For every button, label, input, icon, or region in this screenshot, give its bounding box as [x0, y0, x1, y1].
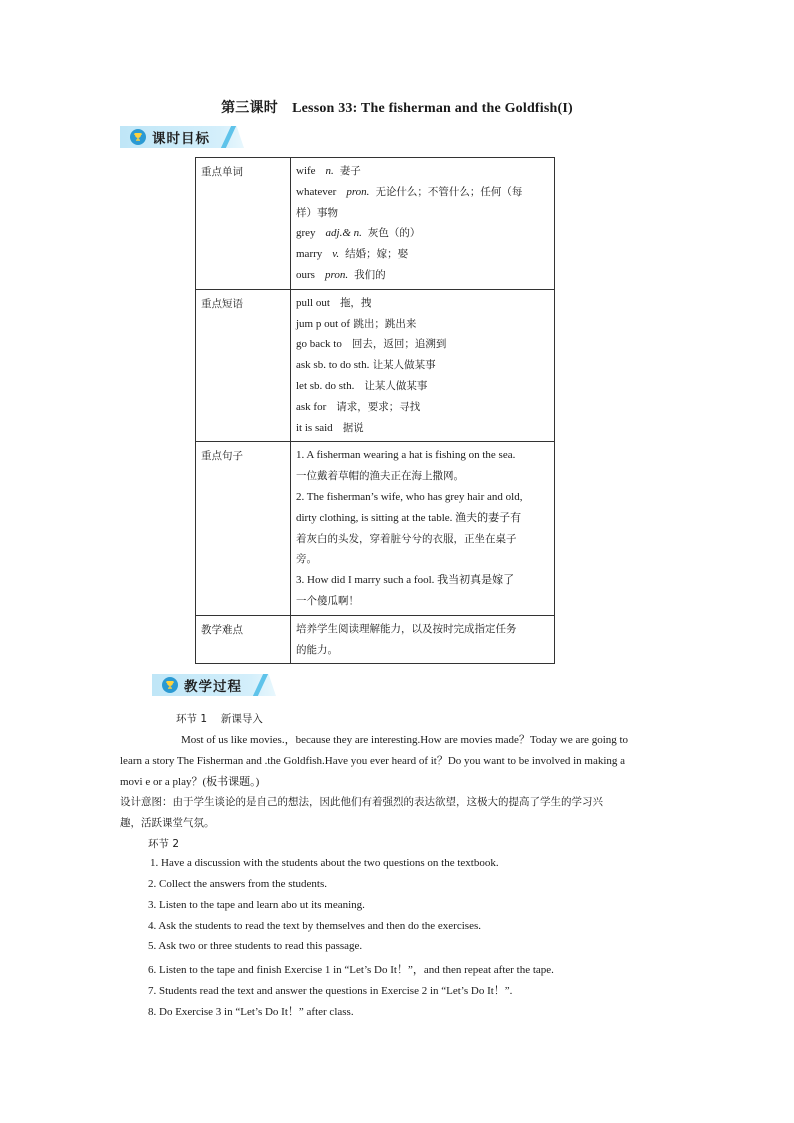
row-header: 重点句子	[196, 442, 291, 615]
difficulty-line: 的能力。	[296, 643, 338, 656]
table-row	[196, 615, 555, 664]
section-label: 教学过程	[184, 679, 242, 695]
step-item: 2. Collect the answers from the students.	[148, 878, 328, 890]
phrase-text: let sb. do sth.	[296, 379, 355, 392]
sentence-line: 旁。	[296, 553, 317, 566]
word-text: ours	[296, 268, 315, 281]
meaning-text: 跳出；跳出来	[353, 317, 417, 330]
pos-text: n.	[325, 165, 334, 177]
meaning-text: 让某人做某事	[364, 379, 428, 392]
word-text: whatever	[296, 185, 337, 198]
sentence-line: 1. A fisherman wearing a hat is fishing on the sea.	[296, 449, 516, 462]
meaning-text: 无论什么；不管什么；任何（每	[375, 185, 523, 198]
phrase-text: it is said	[296, 421, 333, 434]
trophy-icon	[130, 129, 146, 145]
sentence-line: 一个傻瓜啊！	[296, 594, 359, 607]
step-item: 8. Do Exercise 3 in “Let’s Do It！” after class.	[148, 1006, 354, 1018]
page-title: 第三课时 Lesson 33: The fisherman and the Goldfish(I)	[221, 101, 573, 116]
phrase-text: ask sb. to do sth.	[296, 359, 370, 372]
word-text: marry	[296, 248, 323, 261]
difficulty-line: 培养学生阅读理解能力，以及按时完成指定任务	[296, 622, 517, 635]
sentences-cell	[291, 442, 555, 615]
phrase-text: ask for	[296, 400, 327, 413]
meaning-text: 结婚；嫁；娶	[345, 248, 409, 261]
phrase-text: go back to	[296, 338, 342, 351]
row-header: 教学难点	[196, 615, 291, 664]
table-row	[196, 289, 555, 442]
meaning-text: 让某人做某事	[372, 359, 436, 372]
table-row	[196, 158, 555, 290]
meaning-text: 妻子	[339, 165, 361, 177]
row-header: 重点单词	[196, 158, 291, 290]
meaning-text: 灰色（的）	[367, 227, 421, 240]
word-text: grey	[296, 227, 316, 240]
sentence-line: 一位戴着草帽的渔夫正在海上撒网。	[296, 470, 464, 483]
pos-text: v.	[332, 248, 340, 261]
meaning-text: 样）事物	[296, 206, 338, 219]
sentence-line: 3. How did I marry such a fool. 我当初真是嫁了	[296, 574, 515, 587]
intro-line: learn a story The Fisherman and .the Goldfish.Have you ever heard of it？Do you want to be involved in making a	[120, 755, 626, 767]
meaning-text: 拖，拽	[339, 296, 372, 309]
phrase-text: pull out	[296, 296, 330, 309]
trophy-icon	[162, 677, 178, 693]
meaning-text: 回去，返回；追溯到	[351, 338, 447, 351]
pos-text: pron.	[324, 268, 349, 281]
word-text: wife	[296, 165, 316, 177]
section-banner-goals	[120, 126, 244, 148]
phrase-text: jum p out of	[296, 317, 351, 330]
row-header: 重点短语	[196, 289, 291, 442]
design-note-line: 趣，活跃课堂气氛。	[120, 817, 215, 829]
section-label: 课时目标	[152, 131, 210, 147]
table-row	[196, 442, 555, 615]
intro-line: movi e or a play？(板书课题。)	[120, 776, 260, 788]
step-item: 6. Listen to the tape and finish Exercise 1 in “Let’s Do It！”，and then repeat after the tape.	[148, 964, 554, 976]
sentence-line: 着灰白的头发，穿着脏兮兮的衣服，正坐在桌子	[296, 532, 517, 545]
step-item: 4. Ask the students to read the text by themselves and then do the exercises.	[148, 920, 481, 932]
phrases-cell	[291, 289, 555, 442]
section-banner-process	[152, 674, 276, 696]
difficulty-cell	[291, 615, 555, 664]
sentence-line: 2. The fisherman’s wife, who has grey hair and old,	[296, 490, 523, 503]
vocab-cell	[291, 158, 555, 290]
design-note-line: 设计意图：由于学生谈论的是自己的想法，因此他们有着强烈的表达欲望，这极大的提高了学生的学习兴	[120, 796, 603, 808]
step-item: 7. Students read the text and answer the questions in Exercise 2 in “Let’s Do It！”.	[148, 985, 513, 997]
meaning-text: 据说	[342, 421, 364, 434]
step-item: 5. Ask two or three students to read this passage.	[148, 940, 363, 952]
goals-table	[195, 157, 555, 664]
meaning-text: 我们的	[354, 268, 386, 281]
sentence-line: dirty clothing, is sitting at the table. 渔夫的妻子有	[296, 511, 522, 524]
step-item: 3. Listen to the tape and learn abo ut its meaning.	[148, 899, 365, 911]
step-item: 1. Have a discussion with the students about the two questions on the textbook.	[150, 857, 499, 869]
step1-title: 环节 1 新课导入	[176, 713, 263, 725]
pos-text: pron.	[346, 185, 370, 198]
meaning-text: 请求，要求；寻找	[336, 400, 421, 413]
pos-text: adj.& n.	[325, 227, 362, 240]
step2-title: 环节 2	[148, 838, 180, 850]
intro-line: Most of us like movies.，because they are interesting.How are movies made？Today we are going to	[181, 734, 629, 746]
